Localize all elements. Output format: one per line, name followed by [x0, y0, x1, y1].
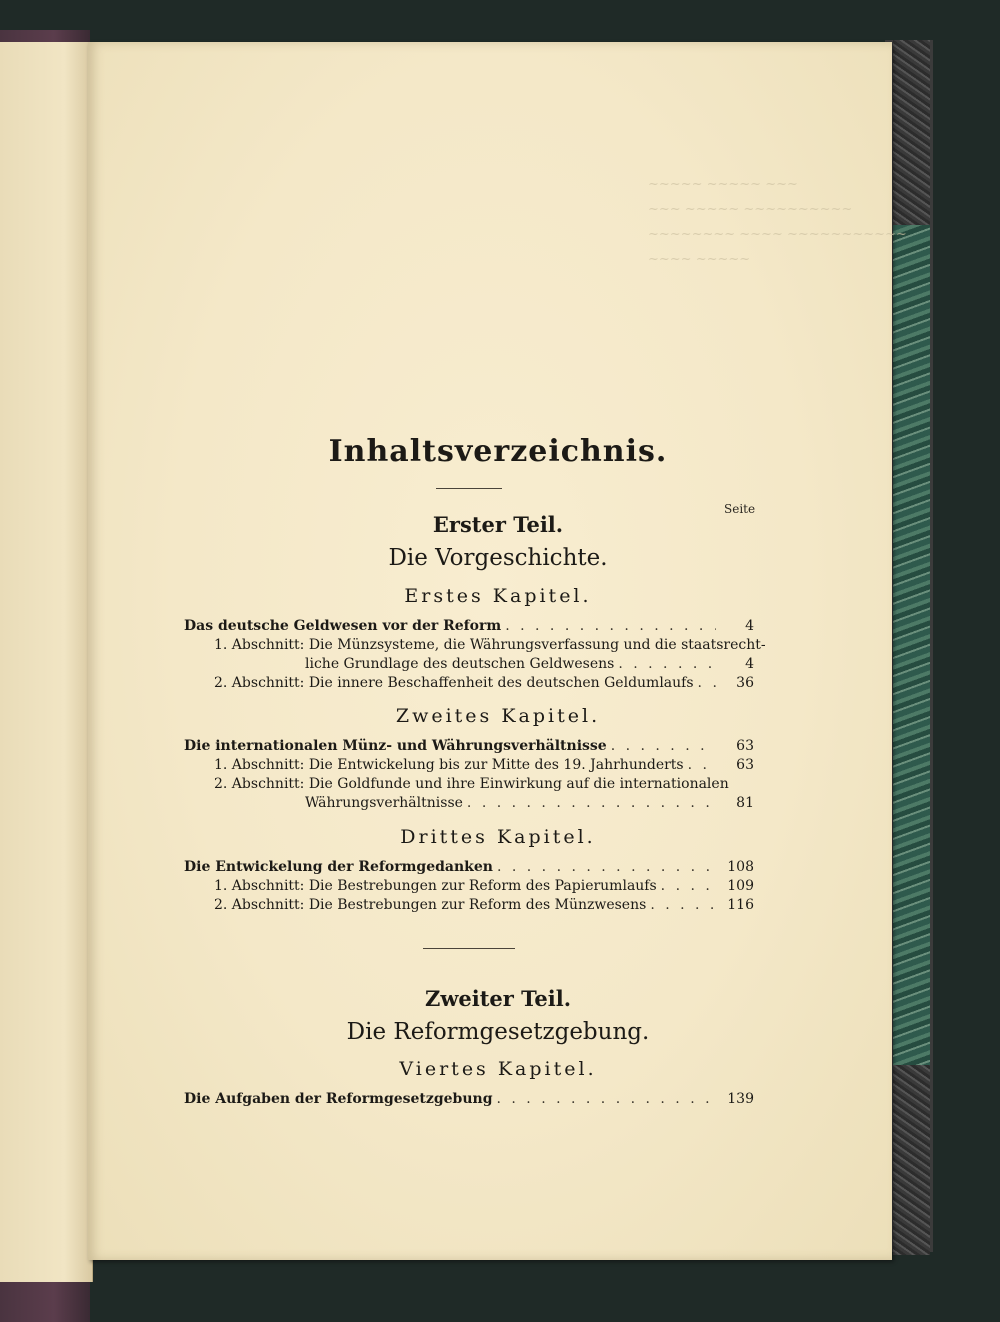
- toc-entry: [184, 859, 754, 875]
- section-title-cont: liche Grundlage des deutschen Geldwesens: [305, 656, 615, 672]
- chapter-label: Viertes Kapitel.: [399, 1058, 597, 1080]
- page-number: 81: [736, 795, 754, 811]
- part-subtitle: Die Vorgeschichte.: [388, 545, 608, 571]
- page-number: 36: [736, 675, 754, 691]
- divider: [436, 488, 502, 489]
- toc-section: [214, 897, 754, 913]
- page-number: 116: [727, 897, 754, 913]
- toc-section-cont: [305, 656, 754, 672]
- toc-entry: [184, 1091, 754, 1107]
- show-through-text: ~~~~ ~~~~~: [648, 252, 751, 267]
- leather-binding-bottom: [893, 1065, 930, 1255]
- section-title: 2. Abschnitt: Die Goldfunde und ihre Einwirkung auf die internationalen: [214, 776, 729, 792]
- entry-title: Das deutsche Geldwesen vor der Reform: [184, 618, 502, 634]
- page-number: 139: [727, 1091, 754, 1107]
- chapter-label: Erstes Kapitel.: [404, 585, 592, 607]
- toc-entry: [184, 738, 754, 754]
- part-title: Zweiter Teil.: [424, 986, 572, 1011]
- toc-entry: [184, 618, 754, 634]
- toc-section: [214, 878, 754, 894]
- section-title: 2. Abschnitt: Die Bestrebungen zur Reform des Münzwesens: [214, 897, 647, 913]
- show-through-text: ~~~~~ ~~~~~ ~~~: [648, 177, 798, 192]
- left-page: [0, 42, 93, 1282]
- show-through-text: ~~~ ~~~~~ ~~~~~~~~~~: [648, 202, 853, 217]
- divider: [423, 948, 515, 949]
- page-number: 63: [736, 757, 754, 773]
- toc-section: [214, 776, 754, 792]
- part-subtitle: Die Reformgesetzgebung.: [346, 1019, 650, 1045]
- section-title-cont: Währungsverhältnisse: [305, 795, 463, 811]
- page-number: 63: [736, 738, 754, 754]
- section-title: 1. Abschnitt: Die Entwickelung bis zur Mitte des 19. Jahrhunderts: [214, 757, 684, 773]
- toc-section: [214, 757, 754, 773]
- toc-section-cont: [305, 795, 754, 811]
- page-number: 4: [745, 618, 754, 634]
- toc-section: [214, 637, 766, 653]
- show-through-text: ~~~~~~~~ ~~~~ ~~~~~~~~~~~: [648, 227, 907, 242]
- section-title: 1. Abschnitt: Die Bestrebungen zur Reform des Papierumlaufs: [214, 878, 657, 894]
- section-title: 2. Abschnitt: Die innere Beschaffenheit des deutschen Geldumlaufs: [214, 675, 694, 691]
- entry-title: Die Aufgaben der Reformgesetzgebung: [184, 1091, 493, 1107]
- book-page: [88, 42, 907, 1260]
- page-number: 108: [727, 859, 754, 875]
- entry-title: Die Entwickelung der Reformgedanken: [184, 859, 493, 875]
- chapter-label: Zweites Kapitel.: [395, 705, 601, 727]
- leather-binding-top: [893, 40, 930, 225]
- page-column-label: Seite: [724, 502, 756, 516]
- toc-heading: Inhaltsverzeichnis.: [328, 434, 668, 469]
- marbled-edge: [893, 225, 930, 1065]
- chapter-label: Drittes Kapitel.: [400, 826, 596, 848]
- page-number: 4: [745, 656, 754, 672]
- page-number: 109: [727, 878, 754, 894]
- toc-section: [214, 675, 754, 691]
- section-title: 1. Abschnitt: Die Münzsysteme, die Währungsverfassung und die staatsrecht-: [214, 637, 766, 653]
- entry-title: Die internationalen Münz- und Währungsverhältnisse: [184, 738, 607, 754]
- part-title: Erster Teil.: [432, 512, 564, 537]
